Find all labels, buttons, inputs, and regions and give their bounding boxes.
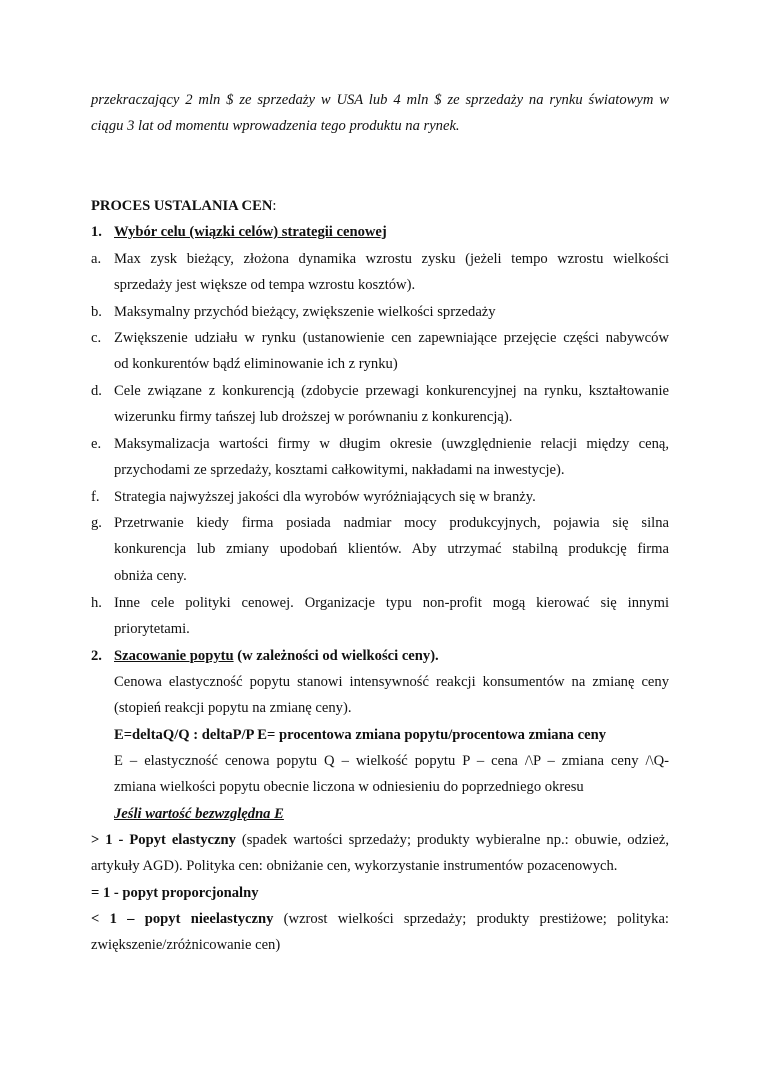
intro-line-1: przekraczający 2 mln $ ze sprzedaży w USA lub 4 mln $ ze sprzedaży na rynku światowym w bbox=[91, 92, 669, 108]
goal-d-label: d. bbox=[91, 383, 102, 399]
goal-g-line-1: Przetrwanie kiedy firma posiada nadmiar mocy produkcyjnych, pojawia się silna bbox=[114, 515, 669, 531]
step-2-title: Szacowanie popytu bbox=[114, 648, 234, 664]
goal-b-line-1: Maksymalny przychód bieżący, zwiększenie wielkości sprzedaży bbox=[114, 304, 496, 320]
step-1-number: 1. bbox=[91, 224, 102, 240]
goal-c-line-1: Zwiększenie udziału w rynku (ustanowienie cen zapewniające przejęcie części nabywców bbox=[114, 330, 669, 346]
legend-line-2: zmiana wielkości popytu obecnie liczona w odniesieniu do poprzedniego okresu bbox=[114, 779, 584, 795]
elastic-desc: (spadek wartości sprzedaży; produkty wybieralne np.: obuwie, odzież, bbox=[235, 832, 669, 848]
proportional-label: = 1 - popyt proporcjonalny bbox=[91, 885, 259, 901]
inelastic-desc: (wzrost wielkości sprzedaży; produkty prestiżowe; polityka: bbox=[273, 911, 669, 927]
goal-d-line-1: Cele związane z konkurencją (zdobycie przewagi konkurencyjnej na rynku, kształtowanie bbox=[114, 383, 669, 399]
goal-h-line-1: Inne cele polityki cenowej. Organizacje typu non-profit mogą kierować się innymi bbox=[114, 595, 669, 611]
legend-line-1: E – elastyczność cenowa popytu Q – wielkość popytu P – cena /\P – zmiana ceny /\Q- bbox=[114, 753, 669, 769]
inelastic-line-2: zwiększenie/zróżnicowanie cen) bbox=[91, 937, 281, 953]
elastic-label: > 1 - Popyt elastyczny bbox=[91, 832, 236, 848]
goal-g-line-2: konkurencja lub zmiany upodobań klientów. Aby utrzymać stabilną produkcję firma bbox=[114, 541, 669, 557]
step-2-number: 2. bbox=[91, 648, 102, 664]
step-1-title: Wybór celu (wiązki celów) strategii cenowej bbox=[114, 224, 387, 240]
goal-a-line-2: sprzedaży jest większe od tempa wzrostu kosztów). bbox=[114, 277, 416, 293]
goal-c-line-2: od konkurentów bądź eliminowanie ich z rynku) bbox=[114, 356, 398, 372]
goal-b-label: b. bbox=[91, 304, 102, 320]
goal-f-line-1: Strategia najwyższej jakości dla wyrobów wyróżniających się w branży. bbox=[114, 489, 536, 505]
goal-h-label: h. bbox=[91, 595, 102, 611]
goal-g-label: g. bbox=[91, 515, 102, 531]
step-2-title-rest: (w zależności od wielkości ceny). bbox=[233, 648, 439, 664]
section-title-text: PROCES USTALANIA CEN bbox=[91, 198, 273, 214]
goal-c-label: c. bbox=[91, 330, 102, 346]
step-2-desc-line-1: Cenowa elastyczność popytu stanowi intensywność reakcji konsumentów na zmianę ceny bbox=[114, 674, 669, 690]
section-title bbox=[91, 196, 276, 216]
goal-f-label: f. bbox=[91, 489, 100, 505]
step-2-desc-line-2: (stopień reakcji popytu na zmianę ceny). bbox=[114, 700, 352, 716]
goal-e-label: e. bbox=[91, 436, 102, 452]
goal-a-line-1: Max zysk bieżący, złożona dynamika wzrostu zysku (jeżeli tempo wzrostu wielkości bbox=[114, 251, 669, 267]
goal-g-line-3: obniża ceny. bbox=[114, 568, 187, 584]
elasticity-formula: E=deltaQ/Q : deltaP/P E= procentowa zmiana popytu/procentowa zmiana ceny bbox=[114, 727, 606, 743]
condition-heading: Jeśli wartość bezwzględna E bbox=[114, 806, 284, 822]
goal-e-line-2: przychodami ze sprzedaży, kosztami całkowitymi, nakładami na inwestycje). bbox=[114, 462, 565, 478]
goal-a-label: a. bbox=[91, 251, 102, 267]
section-title-colon: : bbox=[272, 198, 277, 214]
inelastic-line-1 bbox=[91, 909, 669, 929]
elastic-line-2: artykuły AGD). Polityka cen: obniżanie cen, wykorzystanie instrumentów pozacenowych. bbox=[91, 858, 618, 874]
elastic-line-1 bbox=[91, 830, 669, 850]
goal-d-line-2: wizerunku firmy tańszej lub droższej w porównaniu z konkurencją). bbox=[114, 409, 513, 425]
goal-h-line-2: priorytetami. bbox=[114, 621, 190, 637]
goal-e-line-1: Maksymalizacja wartości firmy w długim okresie (uwzględnienie relacji między ceną, bbox=[114, 436, 669, 452]
intro-line-2: ciągu 3 lat od momentu wprowadzenia tego produktu na rynek. bbox=[91, 118, 460, 134]
step-2-heading bbox=[114, 646, 439, 666]
inelastic-label: < 1 – popyt nieelastyczny bbox=[91, 911, 274, 927]
